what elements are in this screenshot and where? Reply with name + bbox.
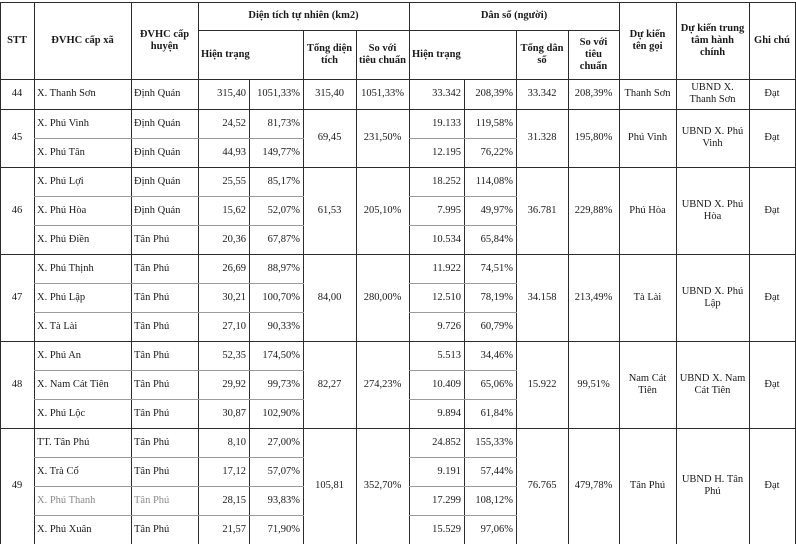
area-value: 26,69 (222, 262, 246, 274)
population-value: 19.133 (432, 117, 461, 129)
area-percent: 57,07% (267, 465, 300, 477)
commune-name: X. Trà Cổ (37, 465, 79, 477)
group-stt: 48 (11, 378, 23, 390)
area-value: 30,21 (222, 291, 246, 303)
header-ghichu: Ghi chú (754, 34, 790, 46)
commune-name: X. Phú Lợi (37, 175, 84, 187)
district-name: Tân Phú (134, 291, 170, 303)
group-area-ratio: 1051,33% (361, 88, 404, 99)
district-name: Tân Phú (134, 523, 170, 535)
population-value: 15.529 (432, 523, 461, 535)
commune-name: X. Phú Lộc (37, 407, 86, 419)
header-hientrang-dt: Hiện trạng (201, 48, 250, 60)
group-total-area: 84,00 (317, 291, 342, 303)
grid-line (356, 30, 357, 79)
commune-name: X. Phú Hòa (37, 204, 87, 216)
group-total-population: 15.922 (527, 378, 557, 390)
group-admin-center: UBND X. Nam Cát Tiên (679, 372, 746, 396)
group-total-area: 315,40 (315, 88, 344, 99)
area-value: 21,57 (222, 523, 246, 535)
group-population-ratio: 213,49% (574, 291, 613, 303)
population-value: 17.299 (432, 494, 461, 506)
area-value: 52,35 (222, 349, 246, 361)
group-area-ratio: 231,50% (363, 132, 402, 143)
population-value: 5.513 (437, 349, 461, 361)
population-percent: 65,06% (480, 378, 513, 390)
group-admin-center: UBND X. Phú Vinh (681, 126, 744, 149)
population-value: 18.252 (432, 175, 461, 187)
area-percent: 88,97% (267, 262, 300, 274)
grid-line (516, 30, 517, 79)
commune-name: X. Phú Tân (37, 146, 85, 158)
grid-line (34, 138, 304, 139)
district-name: Tân Phú (134, 494, 170, 506)
header-ten: Dự kiến tên gọi (629, 28, 666, 52)
district-name: Định Quán (134, 146, 181, 158)
group-area-ratio: 274,23% (363, 378, 402, 390)
group-total-population: 76.765 (527, 480, 557, 491)
header-dientich: Diện tích tự nhiên (km2) (248, 10, 359, 21)
grid-line (356, 79, 357, 544)
group-proposed-name: Tà Lài (633, 291, 662, 303)
grid-line (409, 486, 517, 487)
grid-line (34, 515, 304, 516)
grid-line (0, 341, 796, 342)
district-name: Tân Phú (134, 407, 170, 419)
grid-line (409, 2, 410, 544)
grid-line (409, 399, 517, 400)
district-name: Định Quán (134, 88, 181, 99)
grid-line (0, 2, 1, 544)
grid-line (409, 457, 517, 458)
header-sosanh-dt: So với tiêu chuẩn (359, 42, 406, 66)
header-tong-ds: Tổng dân số (520, 42, 564, 66)
group-note: Đạt (764, 132, 780, 143)
grid-line (131, 2, 132, 544)
grid-line (409, 196, 517, 197)
district-name: Tân Phú (134, 262, 170, 274)
population-percent: 61,84% (480, 407, 513, 419)
group-stt: 44 (11, 88, 23, 99)
grid-line (198, 2, 199, 544)
commune-name: X. Phú Thịnh (37, 262, 94, 274)
area-value: 17,12 (222, 465, 246, 477)
commune-name: X. Nam Cát Tiên (37, 378, 109, 390)
group-stt: 45 (11, 132, 23, 143)
group-note: Đạt (764, 88, 780, 99)
district-name: Định Quán (134, 117, 181, 129)
area-percent: 93,83% (267, 494, 300, 506)
header-trungtam: Dự kiến trung tâm hành chính (680, 22, 745, 58)
population-percent: 74,51% (480, 262, 513, 274)
population-percent: 65,84% (480, 233, 513, 245)
group-total-population: 33.342 (527, 88, 557, 99)
header-tong-dt: Tổng diện tích (306, 42, 353, 66)
population-value: 9.726 (437, 320, 461, 332)
grid-line (0, 254, 796, 255)
area-percent: 71,90% (267, 523, 300, 535)
commune-name: X. Phú Điền (37, 233, 90, 245)
area-percent: 85,17% (267, 175, 300, 187)
population-percent: 97,06% (480, 523, 513, 535)
grid-line (619, 2, 620, 544)
group-total-area: 61,53 (317, 204, 342, 216)
grid-line (0, 109, 796, 110)
area-value: 15,62 (222, 204, 246, 216)
area-percent: 99,73% (267, 378, 300, 390)
grid-line (0, 167, 796, 168)
group-population-ratio: 229,88% (574, 204, 613, 216)
grid-line (409, 312, 517, 313)
group-note: Đạt (764, 378, 780, 390)
grid-line (34, 2, 35, 544)
group-stt: 49 (11, 480, 23, 491)
grid-line (34, 283, 304, 284)
grid-line (568, 79, 569, 544)
district-name: Định Quán (134, 204, 181, 216)
group-stt: 47 (11, 291, 23, 303)
group-area-ratio: 205,10% (363, 204, 402, 216)
group-note: Đạt (764, 480, 780, 491)
district-name: Tân Phú (134, 320, 170, 332)
area-percent: 100,70% (262, 291, 300, 303)
grid-line (34, 486, 304, 487)
group-total-area: 105,81 (315, 480, 344, 491)
population-percent: 114,08% (475, 175, 513, 187)
grid-line (34, 457, 304, 458)
area-value: 27,10 (222, 320, 246, 332)
area-percent: 1051,33% (257, 88, 300, 99)
grid-line (409, 225, 517, 226)
area-value: 24,52 (222, 117, 246, 129)
grid-line (34, 196, 304, 197)
population-percent: 78,19% (480, 291, 513, 303)
group-area-ratio: 352,70% (363, 480, 402, 491)
group-total-population: 36.781 (527, 204, 557, 216)
header-sosanh-ds: So với tiêu chuẩn (579, 36, 608, 72)
district-name: Tân Phú (134, 349, 170, 361)
group-total-area: 69,45 (317, 132, 342, 143)
commune-name: X. Phú Xuân (37, 523, 92, 535)
area-value: 20,36 (222, 233, 246, 245)
group-population-ratio: 195,80% (574, 132, 613, 143)
grid-line (409, 283, 517, 284)
population-value: 12.195 (432, 146, 461, 158)
district-name: Tân Phú (134, 465, 170, 477)
grid-line (749, 2, 750, 544)
area-value: 8,10 (227, 436, 246, 448)
area-value: 29,92 (222, 378, 246, 390)
grid-line (409, 138, 517, 139)
commune-name: X. Phú Thanh (37, 494, 96, 506)
area-percent: 67,87% (267, 233, 300, 245)
group-stt: 46 (11, 204, 23, 216)
population-percent: 34,46% (480, 349, 513, 361)
commune-name: X. Phú Lập (37, 291, 86, 303)
grid-line (409, 515, 517, 516)
header-xa: ĐVHC cấp xã (51, 34, 114, 46)
commune-name: X. Thanh Sơn (37, 88, 96, 99)
population-value: 10.534 (432, 233, 461, 245)
group-proposed-name: Thanh Sơn (624, 88, 671, 99)
population-value: 9.894 (437, 407, 461, 419)
header-huyen: ĐVHC cấp huyện (139, 28, 190, 52)
group-total-population: 31.328 (527, 132, 557, 143)
group-population-ratio: 99,51% (577, 378, 610, 390)
area-value: 28,15 (222, 494, 246, 506)
population-percent: 119,58% (475, 117, 513, 129)
commune-name: TT. Tân Phú (37, 436, 90, 448)
area-percent: 174,50% (262, 349, 300, 361)
area-value: 315,40 (217, 88, 246, 99)
area-percent: 81,73% (267, 117, 300, 129)
group-proposed-name: Phú Vinh (627, 132, 668, 143)
area-percent: 90,33% (267, 320, 300, 332)
group-proposed-name: Tân Phú (629, 480, 666, 491)
group-population-ratio: 208,39% (574, 88, 613, 99)
group-admin-center: UBND X. Thanh Sơn (689, 82, 736, 105)
group-note: Đạt (764, 291, 780, 303)
commune-name: X. Phú An (37, 349, 82, 361)
population-value: 9.191 (437, 465, 461, 477)
group-proposed-name: Phú Hòa (629, 204, 666, 216)
area-percent: 52,07% (267, 204, 300, 216)
district-name: Tân Phú (134, 233, 170, 245)
population-percent: 57,44% (480, 465, 513, 477)
header-hientrang-ds: Hiện trạng (412, 48, 461, 60)
population-value: 11.922 (432, 262, 461, 274)
population-percent: 108,12% (475, 494, 513, 506)
grid-line (409, 370, 517, 371)
district-name: Định Quán (134, 175, 181, 187)
commune-name: X. Tà Lài (37, 320, 78, 332)
group-note: Đạt (764, 204, 780, 216)
group-proposed-name: Nam Cát Tiên (628, 372, 667, 396)
population-percent: 60,79% (480, 320, 513, 332)
grid-line (0, 428, 796, 429)
group-admin-center: UBND H. Tân Phú (681, 474, 744, 497)
area-percent: 27,00% (267, 436, 300, 448)
header-danso: Dân số (người) (480, 10, 548, 21)
area-value: 30,87 (222, 407, 246, 419)
population-value: 12.510 (432, 291, 461, 303)
grid-line (34, 370, 304, 371)
area-percent: 149,77% (262, 146, 300, 158)
grid-line (34, 312, 304, 313)
population-value: 7.995 (437, 204, 461, 216)
district-name: Tân Phú (134, 436, 170, 448)
population-value: 33.342 (432, 88, 461, 99)
commune-name: X. Phú Vinh (37, 117, 89, 129)
group-admin-center: UBND X. Phú Lập (681, 285, 744, 309)
district-name: Tân Phú (134, 378, 170, 390)
group-population-ratio: 479,78% (574, 480, 613, 491)
population-value: 24.852 (432, 436, 461, 448)
group-total-area: 82,27 (317, 378, 342, 390)
grid-line (568, 30, 569, 79)
area-value: 44,93 (222, 146, 246, 158)
population-percent: 49,97% (480, 204, 513, 216)
group-admin-center: UBND X. Phú Hòa (681, 198, 744, 222)
area-percent: 102,90% (262, 407, 300, 419)
population-percent: 155,33% (475, 436, 513, 448)
area-value: 25,55 (222, 175, 246, 187)
grid-line (303, 30, 304, 79)
grid-line (34, 399, 304, 400)
group-total-population: 34.158 (527, 291, 557, 303)
grid-line (34, 225, 304, 226)
group-area-ratio: 280,00% (363, 291, 402, 303)
population-percent: 76,22% (480, 146, 513, 158)
population-percent: 208,39% (475, 88, 513, 99)
header-stt: STT (7, 34, 27, 46)
grid-line (676, 2, 677, 544)
population-value: 10.409 (432, 378, 461, 390)
